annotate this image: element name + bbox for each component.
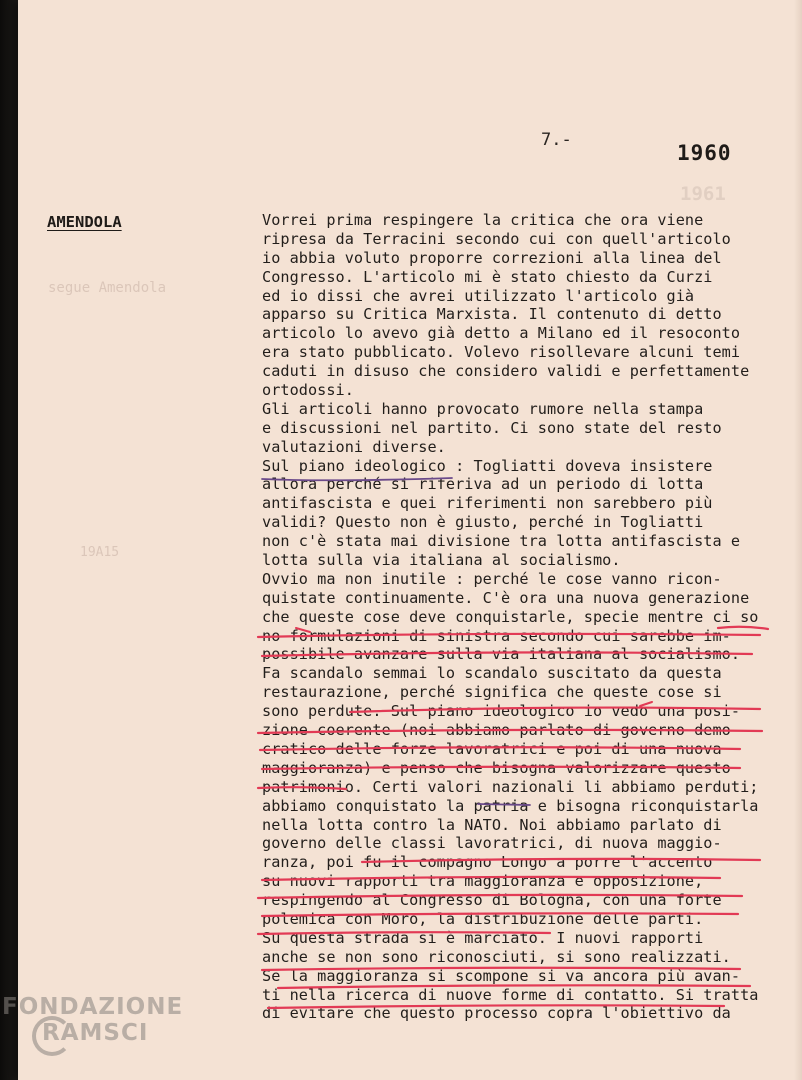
text-line: articolo lo avevo già detto a Milano ed il resoconto — [262, 324, 741, 343]
text-line: abbiamo conquistato la patria e bisogna riconquistarla — [262, 796, 759, 815]
text-line: Fa scandalo semmai lo scandalo suscitato da questa — [262, 664, 722, 683]
text-line: allora perché si riferiva ad un periodo di lotta — [262, 475, 704, 494]
text-line: Se la maggioranza si scompone si va ancora più avan- — [262, 966, 741, 985]
text-line: non c'è stata mai divisione tra lotta antifascista e — [262, 532, 741, 551]
document-year: 1960 — [677, 141, 732, 165]
watermark-line-2: RAMSCI — [42, 1020, 149, 1046]
text-line: caduti in disuso che considero validi e perfettamente — [262, 362, 750, 381]
text-line: lotta sulla via italiana al socialismo. — [262, 551, 621, 570]
text-line: respingendo al Congresso di Bologna, con una forte — [262, 891, 722, 910]
text-line: io abbia voluto proporre correzioni alla linea del — [262, 248, 722, 267]
text-line: patrimonio. Certi valori nazionali li abbiamo perduti; — [262, 777, 759, 796]
text-line: maggioranza) e penso che bisogna valorizzare questo — [262, 758, 731, 777]
text-line: su nuovi rapporti tra maggioranza e opposizione, — [262, 872, 704, 891]
text-line: che queste cose deve conquistarle, specie mentre ci so — [262, 607, 759, 626]
speech-text — [262, 211, 782, 1023]
page-number: 7.- — [541, 130, 572, 150]
bleed-through-year: 1961 — [680, 183, 726, 205]
text-line: valutazioni diverse. — [262, 437, 446, 456]
speaker-name: AMENDOLA — [47, 213, 122, 231]
fondazione-gramsci-watermark — [2, 990, 202, 1070]
watermark-line-1: FONDAZIONE — [2, 994, 184, 1020]
text-line: era stato pubblicato. Volevo risollevare alcuni temi — [262, 343, 741, 362]
text-line: polemica con Moro, la distribuzione delle parti. — [262, 909, 704, 928]
text-line: ranza, poi fu il compagno Longo a porre l'accento — [262, 853, 713, 872]
page-edge-shadow — [794, 0, 802, 1080]
text-line: e discussioni nel partito. Ci sono state del resto — [262, 418, 722, 437]
text-line: quistate continuamente. C'è ora una nuova generazione — [262, 588, 750, 607]
text-line: restaurazione, perché significa che queste cose si — [262, 683, 722, 702]
text-line: nella lotta contro la NATO. Noi abbiamo parlato di — [262, 815, 722, 834]
text-line: ripresa da Terracini secondo cui con quell'articolo — [262, 229, 731, 248]
text-line: ortodossi. — [262, 381, 354, 400]
text-line: antifascista e quei riferimenti non sarebbero più — [262, 494, 713, 513]
text-line: governo delle classi lavoratrici, di nuova maggio- — [262, 834, 722, 853]
text-line: ed io dissi che avrei utilizzato l'articolo già — [262, 286, 695, 305]
text-line: Gli articoli hanno provocato rumore nella stampa — [262, 399, 704, 418]
text-line: di evitare che questo processo copra l'obiettivo da — [262, 1004, 731, 1023]
text-line: possibile avanzare sulla via italiana al socialismo. — [262, 645, 741, 664]
text-line: cratico delle forze lavoratrici e poi di una nuova — [262, 739, 722, 758]
text-line: Ovvio ma non inutile : perché le cose vanno ricon- — [262, 569, 722, 588]
text-line: Vorrei prima respingere la critica che ora viene — [262, 211, 704, 229]
bleed-through-mark: 19A15 — [80, 545, 120, 560]
text-line: anche se non sono riconosciuti, si sono realizzati. — [262, 947, 731, 966]
text-line: apparso su Critica Marxista. Il contenuto di detto — [262, 305, 722, 324]
bleed-through-label: segue Amendola — [48, 280, 167, 296]
text-line: ti nella ricerca di nuove forme di contatto. Si tratta — [262, 985, 759, 1004]
text-line: Congresso. L'articolo mi è stato chiesto da Curzi — [262, 267, 713, 286]
text-line: Sul piano ideologico : Togliatti doveva insistere — [262, 456, 713, 475]
text-line: no formulazioni di sinistra secondo cui sarebbe im- — [262, 626, 731, 645]
text-line: zione coerente (noi abbiamo parlato di governo demo- — [262, 721, 741, 740]
text-line: validi? Questo non è giusto, perché in Togliatti — [262, 513, 704, 532]
text-line: sono perdute. Sul piano ideologico io vedo una posi- — [262, 702, 741, 721]
text-line: Su questa strada si è marciato. I nuovi rapporti — [262, 928, 704, 947]
